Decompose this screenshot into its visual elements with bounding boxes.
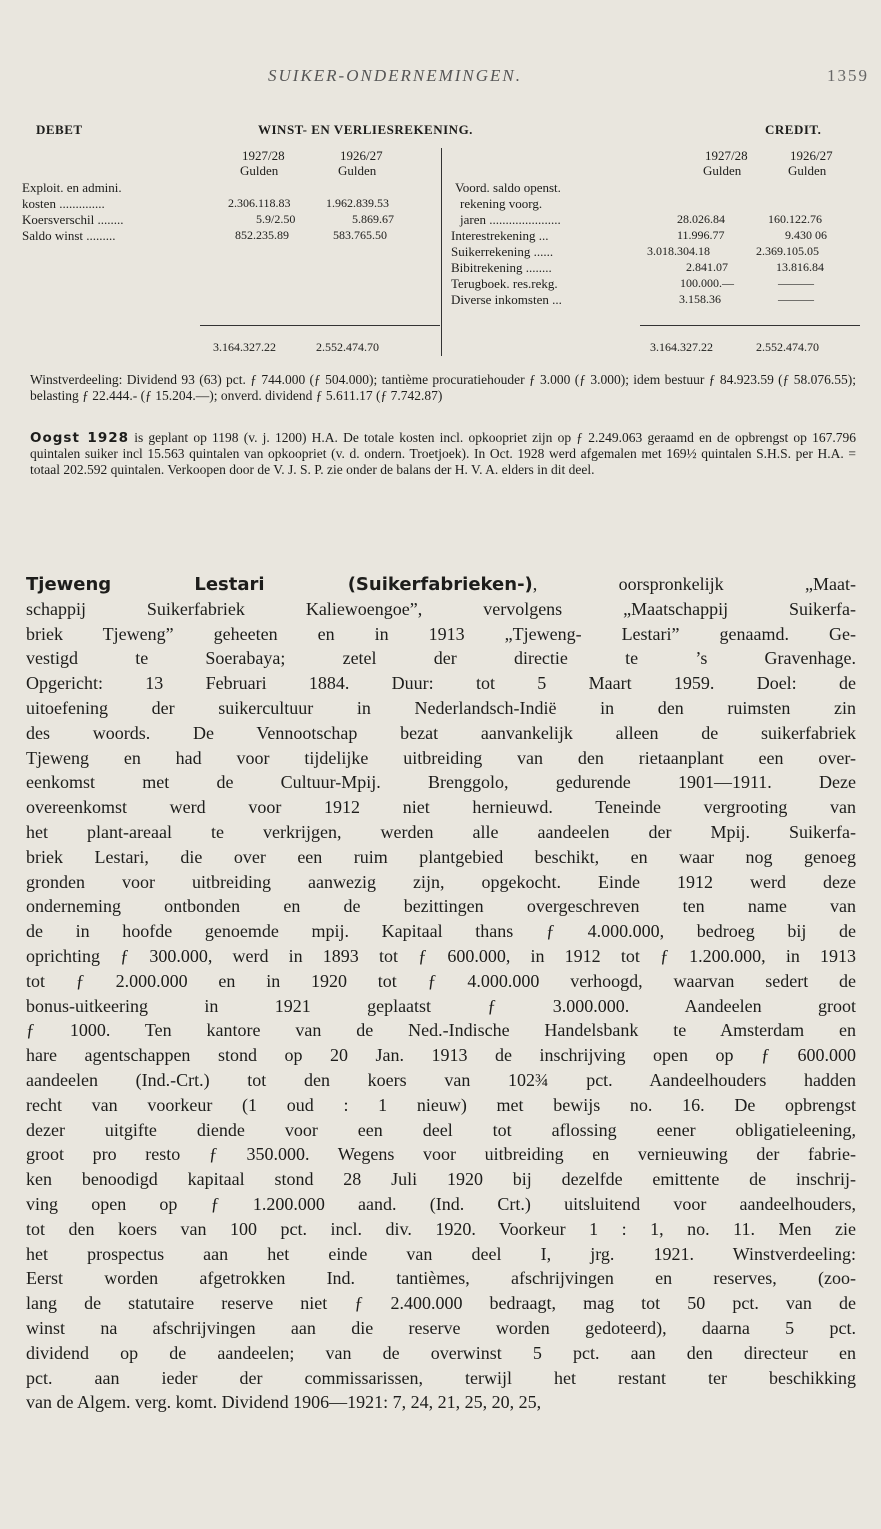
credit-row-value: 160.122.76	[768, 212, 822, 226]
page-number: 1359	[827, 66, 869, 85]
body-line: aandeelen (Ind.-Crt.) tot den koers van 102¾ pct. Aandeelhouders hadden	[26, 1069, 856, 1090]
body-line: onderneming ontbonden en de bezittingen overgeschreven ten name van	[26, 896, 856, 917]
body-line: eenkomst met de Cultuur-Mpij. Brenggolo, gedurende 1901—1911. Deze	[26, 772, 856, 793]
credit-row-value: 28.026.84	[677, 212, 725, 226]
body-line: uitoefening der suikercultuur in Nederlandsch-Indië in den ruimsten zin	[26, 697, 856, 718]
credit-row-value: 11.996.77	[677, 228, 725, 242]
total-left-1: 3.164.327.22	[213, 340, 276, 354]
body-line: schappij Suikerfabriek Kaliewoengoe”, vervolgens „Maatschappij Suikerfa-	[26, 598, 856, 619]
body-line: tot ƒ 2.000.000 en in 1920 tot ƒ 4.000.000 verhoogd, waarvan sedert de	[26, 970, 856, 991]
credit-row-value: 100.000.—	[680, 276, 734, 290]
credit-row-label: Suikerrekening ......	[451, 244, 554, 259]
body-line: Opgericht: 13 Februari 1884. Duur: tot 5 Maart 1959. Doel: de	[26, 673, 856, 694]
credit-row-label: Diverse inkomsten ...	[451, 292, 562, 307]
body-line: des woords. De Vennootschap bezat aanvankelijk alleen de suikerfabriek	[26, 722, 856, 743]
body-line: dezer uitgifte diende voor een deel tot aflossing eener obligatieleening,	[26, 1119, 856, 1140]
credit-row-label: rekening voorg.	[460, 196, 543, 211]
company-entry-body	[26, 572, 856, 1415]
body-line: ving open op ƒ 1.200.000 aand. (Ind. Crt.) uitsluitend voor aandeelhouders,	[26, 1193, 856, 1214]
profit-loss-table	[0, 0, 881, 370]
debet-row-label: Exploit. en admini.	[22, 180, 122, 195]
total-rule-right	[640, 325, 860, 326]
oogst-paragraph	[30, 430, 856, 478]
body-line: lang de statutaire reserve niet ƒ 2.400.000 bedraagt, mag tot 50 pct. van de	[26, 1293, 856, 1314]
body-line: ƒ 1000. Ten kantore van de Ned.-Indische Handelsbank te Amsterdam en	[26, 1020, 856, 1041]
left-year-2: 1926/27	[340, 148, 383, 163]
left-year-1: 1927/28	[242, 148, 285, 163]
table-divider	[441, 148, 442, 356]
debet-row-value: 1.962.839.53	[326, 196, 389, 210]
body-line: hare agentschappen stond op 20 Jan. 1913 de inschrijving open op ƒ 600.000	[26, 1045, 856, 1066]
body-line: overeenkomst werd voor 1912 niet hernieuwd. Teneinde vergrooting van	[26, 797, 856, 818]
body-line: dividend op de aandeelen; van de overwinst 5 pct. aan den directeur en	[26, 1342, 856, 1363]
credit-label: CREDIT.	[765, 122, 822, 137]
body-line: Tjeweng Lestari (Suikerfabrieken-), oorspronkelijk „Maat-	[26, 574, 856, 595]
body-line: recht van voorkeur (1 oud : 1 nieuw) met bewijs no. 16. De opbrengst	[26, 1094, 856, 1115]
right-unit-2: Gulden	[788, 163, 827, 178]
winstverdeeling-text: Winstverdeeling: Dividend 93 (63) pct. ƒ 744.000 (ƒ 504.000); tantième procuratiehouder ƒ 3.000 (ƒ 3.000); idem bestuur ƒ 84.923.59 (ƒ 58.076.55); belasting ƒ 22.444.- (ƒ 15.204.—); onverd. dividend ƒ 5.611.17 (ƒ 7.742.87)	[30, 372, 856, 403]
body-line: winst na afschrijvingen aan die reserve worden gedoteerd), daarna 5 pct.	[26, 1317, 856, 1338]
right-year-2: 1926/27	[790, 148, 833, 163]
body-line: briek Lestari, die over een ruim plantgebied beschikt, en waar nog genoeg	[26, 846, 856, 867]
credit-row-label: Voord. saldo openst.	[455, 180, 561, 195]
body-line: bonus-uitkeering in 1921 geplaatst ƒ 3.000.000. Aandeelen groot	[26, 995, 856, 1016]
total-right-2: 2.552.474.70	[756, 340, 819, 354]
debet-label: DEBET	[36, 122, 83, 137]
body-line: het plant-areaal te verkrijgen, werden alle aandeelen der Mpij. Suikerfa-	[26, 821, 856, 842]
body-line: tot den koers van 100 pct. incl. div. 1920. Voorkeur 1 : 1, no. 11. Men zie	[26, 1218, 856, 1239]
credit-row-value: ———	[778, 292, 814, 306]
body-line: de in hoofde genoemde mpij. Kapitaal thans ƒ 4.000.000, bedroeg bij de	[26, 921, 856, 942]
left-unit-2: Gulden	[338, 163, 377, 178]
body-line: van de Algem. verg. komt. Dividend 1906—1921: 7, 24, 21, 25, 20, 25,	[26, 1392, 542, 1413]
debet-row-value: 5.9/2.50	[256, 212, 296, 226]
credit-row-value: 2.841.07	[686, 260, 728, 274]
total-rule-left	[200, 325, 440, 326]
left-unit-1: Gulden	[240, 163, 279, 178]
debet-row-label: Saldo winst .........	[22, 228, 116, 243]
debet-row-value: 583.765.50	[333, 228, 387, 242]
credit-row-value: 3.018.304.18	[647, 244, 710, 258]
body-line: oprichting ƒ 300.000, werd in 1893 tot ƒ 600.000, in 1912 tot ƒ 1.200.000, in 1913	[26, 945, 856, 966]
debet-row-label: kosten ..............	[22, 196, 105, 211]
body-line: het prospectus aan het einde van deel I, jrg. 1921. Winstverdeeling:	[26, 1243, 856, 1264]
debet-row-value: 852.235.89	[235, 228, 289, 242]
credit-row-value: 2.369.105.05	[756, 244, 819, 258]
body-line: pct. aan ieder der commissarissen, terwijl het restant ter beschikking	[26, 1367, 856, 1388]
body-line: briek Tjeweng” geheeten en in 1913 „Tjeweng- Lestari” genaamd. Ge-	[26, 623, 856, 644]
body-line: vestigd te Soerabaya; zetel der directie te ’s Gravenhage.	[26, 648, 856, 669]
body-line: groot pro resto ƒ 350.000. Wegens voor uitbreiding en vernieuwing der fabrie-	[26, 1144, 856, 1165]
credit-row-value: 13.816.84	[776, 260, 824, 274]
credit-row-label: Bibitrekening ........	[451, 260, 552, 275]
debet-row-value: 5.869.67	[352, 212, 394, 226]
body-line: ken benoodigd kapitaal stond 28 Juli 1920 bij dezelfde emittente de inschrij-	[26, 1169, 856, 1190]
body-line: gronden voor uitbreiding aanwezig zijn, opgekocht. Einde 1912 werd deze	[26, 871, 856, 892]
credit-row-label: Interestrekening ...	[451, 228, 549, 243]
total-left-2: 2.552.474.70	[316, 340, 379, 354]
credit-row-value: 9.430 06	[785, 228, 827, 242]
table-title: WINST- EN VERLIESREKENING.	[258, 122, 473, 137]
credit-row-value: 3.158.36	[679, 292, 721, 306]
credit-row-value: ———	[778, 276, 814, 290]
winstverdeeling-paragraph	[30, 372, 856, 404]
oogst-text: is geplant op 1198 (v. j. 1200) H.A. De totale kosten incl. opkoopriet zijn op ƒ 2.249.063 geraamd en de opbrengst op 167.796 quintalen suiker incl 15.563 quintalen van opkoopriet (v. d. ondern. Troetjoek). In Oct. 1928 werd afgemalen met 169½ quintalen S.H.S. per H.A. = totaal 202.592 quintalen. Verkoopen door de V. J. S. P. zie onder de balans der H. V. A. elders in dit deel.	[30, 430, 856, 477]
total-right-1: 3.164.327.22	[650, 340, 713, 354]
credit-row-label: jaren ......................	[460, 212, 561, 227]
body-line: Tjeweng en had voor tijdelijke uitbreiding van den rietaanplant een over-	[26, 747, 856, 768]
body-line: Eerst worden afgetrokken Ind. tantièmes, afschrijvingen en reserves, (zoo-	[26, 1268, 856, 1289]
debet-row-label: Koersverschil ........	[22, 212, 124, 227]
running-title: SUIKER-ONDERNEMINGEN.	[268, 66, 523, 85]
credit-row-label: Terugboek. res.rekg.	[451, 276, 558, 291]
right-unit-1: Gulden	[703, 163, 742, 178]
debet-row-value: 2.306.118.83	[228, 196, 291, 210]
company-name: Tjeweng Lestari (Suikerfabrieken-)	[26, 574, 533, 595]
oogst-label: Oogst 1928	[30, 430, 129, 446]
right-year-1: 1927/28	[705, 148, 748, 163]
